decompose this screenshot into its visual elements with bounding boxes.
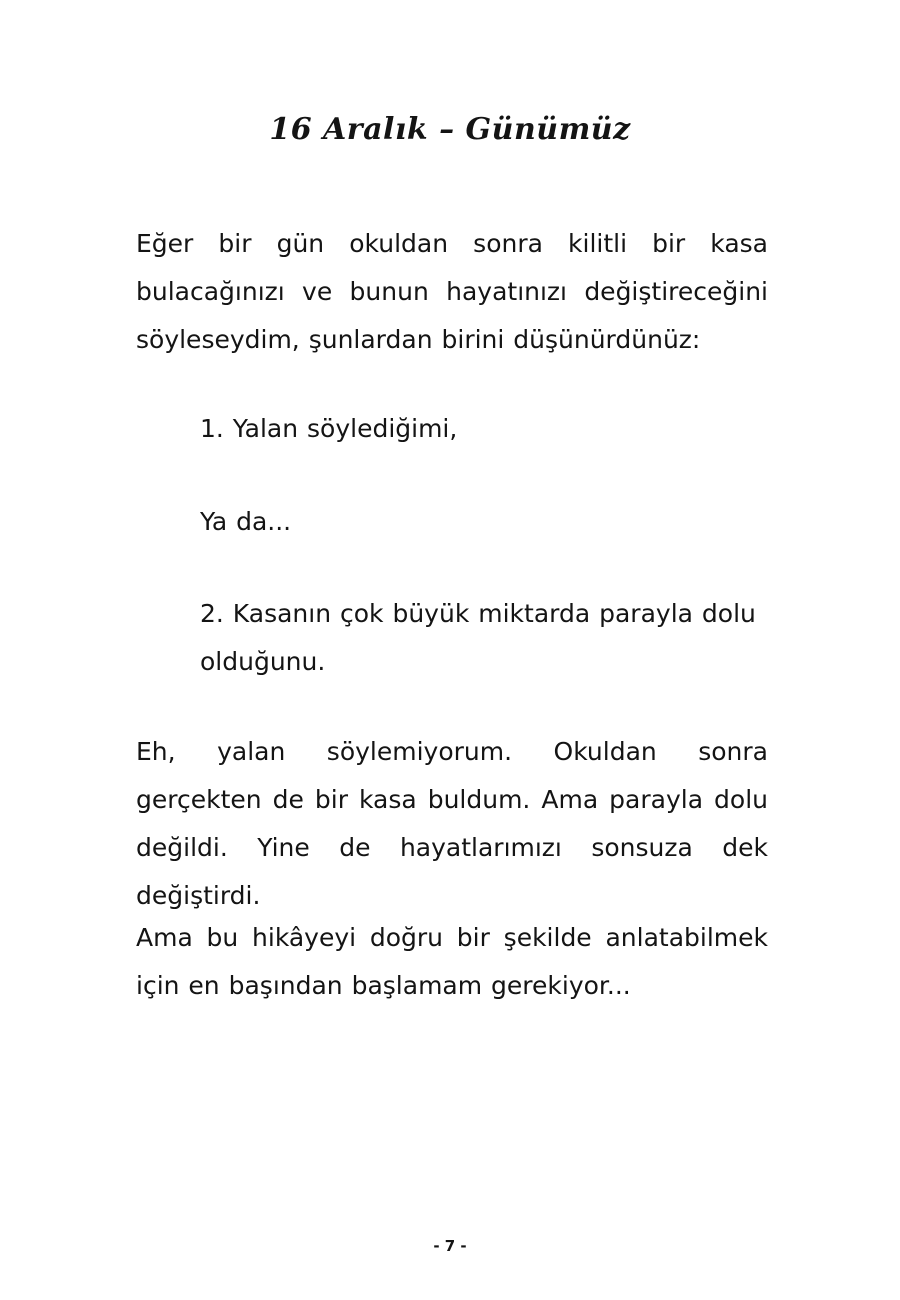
page-number: - 7 - — [433, 1237, 467, 1255]
truth-paragraph: Eh, yalan söylemiyorum. Okuldan sonra gerçekten de bir kasa buldum. Ama parayla dolu değildi. Yine de hayatlarımızı sonsuza dek değiştirdi. — [136, 737, 768, 910]
option-one: 1. Yalan söylediğimi, — [200, 414, 458, 443]
or-line: Ya da... — [200, 507, 292, 536]
intro-paragraph: Eğer bir gün okuldan sonra kilitli bir kasa bulacağınızı ve bunun hayatınızı değiştireceğini söyleseydim, şunlardan birini düşünürdünüz: — [136, 229, 768, 354]
chapter-title: 16 Aralık – Günümüz — [269, 112, 631, 147]
closing-paragraph: Ama bu hikâyeyi doğru bir şekilde anlatabilmek için en başından başlamam gerekiyor... — [136, 923, 768, 1000]
option-two: 2. Kasanın çok büyük miktarda parayla dolu olduğunu. — [200, 599, 756, 676]
